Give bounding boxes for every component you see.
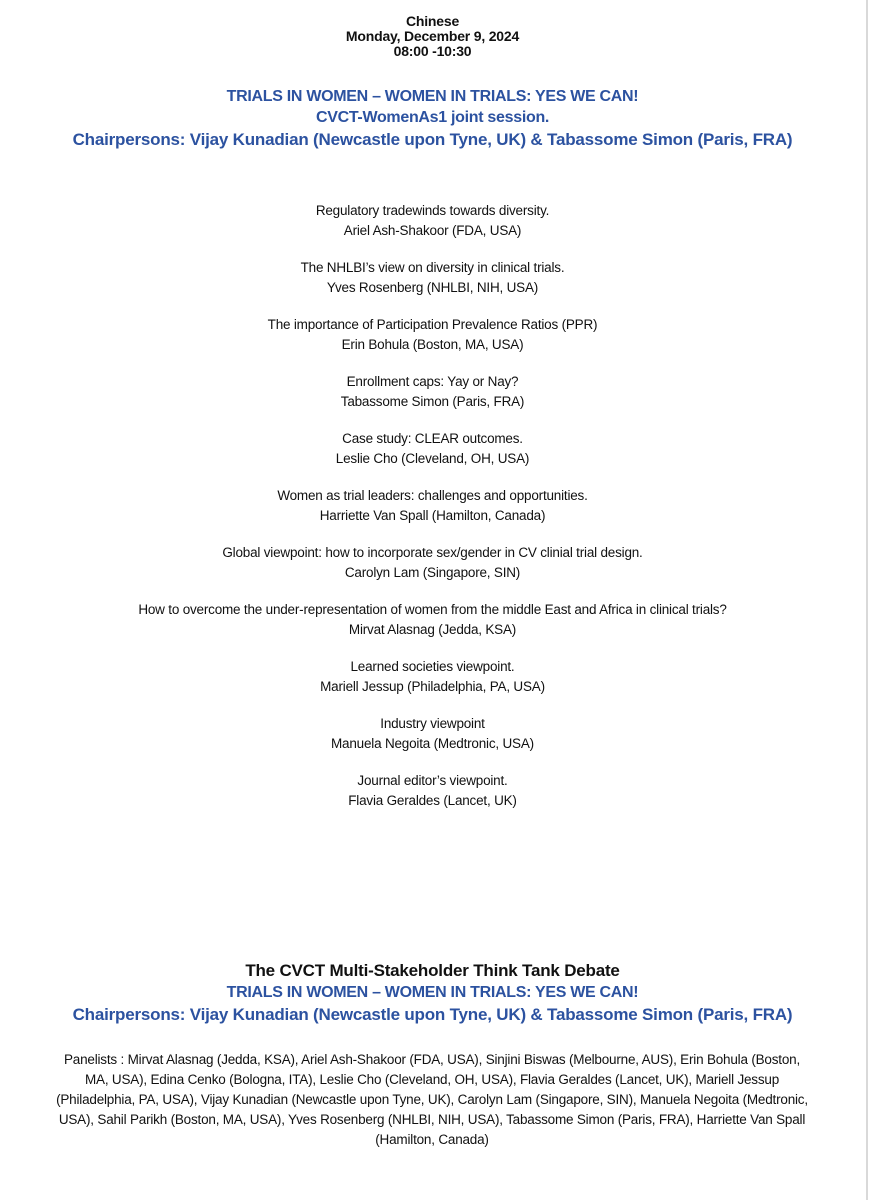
talk-title: Learned societies viewpoint. — [350, 659, 515, 674]
debate-section — [0, 960, 865, 1026]
talk-speaker: Yves Rosenberg (NHLBI, NIH, USA) — [326, 280, 539, 295]
talk-list — [0, 201, 865, 828]
talk-title: Enrollment caps: Yay or Nay? — [346, 374, 519, 389]
debate-chairpersons: Chairpersons: Vijay Kunadian (Newcastle upon Tyne, UK) & Tabassome Simon (Paris, FRA) — [72, 1005, 793, 1024]
talk-item — [0, 315, 865, 355]
session-header — [0, 14, 865, 59]
page-edge-divider — [866, 0, 868, 1200]
talk-speaker: Flavia Geraldes (Lancet, UK) — [348, 793, 517, 808]
talk-item — [0, 372, 865, 412]
talk-speaker: Harriette Van Spall (Hamilton, Canada) — [319, 508, 546, 523]
talk-title: Regulatory tradewinds towards diversity. — [315, 203, 550, 218]
talk-item — [0, 429, 865, 469]
talk-title: Global viewpoint: how to incorporate sex/gender in CV clinial trial design. — [222, 545, 643, 560]
talk-title: Industry viewpoint — [380, 716, 485, 731]
talk-speaker: Erin Bohula (Boston, MA, USA) — [341, 337, 524, 352]
session-title: TRIALS IN WOMEN – WOMEN IN TRIALS: YES WE CAN! — [226, 88, 639, 105]
talk-speaker: Leslie Cho (Cleveland, OH, USA) — [335, 451, 530, 466]
session-chairpersons: Chairpersons: Vijay Kunadian (Newcastle upon Tyne, UK) & Tabassome Simon (Paris, FRA) — [72, 130, 793, 149]
talk-speaker: Mariell Jessup (Philadelphia, PA, USA) — [320, 679, 545, 694]
talk-item — [0, 714, 865, 754]
talk-item — [0, 771, 865, 811]
talk-title: Case study: CLEAR outcomes. — [342, 431, 523, 446]
talk-speaker: Tabassome Simon (Paris, FRA) — [340, 394, 525, 409]
talk-title: The importance of Participation Prevalence Ratios (PPR) — [267, 317, 598, 332]
debate-title: The CVCT Multi-Stakeholder Think Tank Debate — [245, 961, 620, 980]
talk-item — [0, 258, 865, 298]
talk-item — [0, 486, 865, 526]
session-subtitle: CVCT-WomenAs1 joint session. — [315, 109, 550, 126]
talk-item — [0, 201, 865, 241]
debate-panelists: Panelists : Mirvat Alasnag (Jedda, KSA), Ariel Ash-Shakoor (FDA, USA), Sinjini Biswas (Melbourne, AUS), Erin Bohula (Boston, MA, USA), Edina Cenko (Bologna, ITA), Leslie Cho (Cleveland, OH, USA), Flavia Geraldes (Lancet, UK), Mariell Jessup (Philadelphia, PA, USA), Vijay Kunadian (Newcastle upon Tyne, UK), Carolyn Lam (Singapore, SIN), Manuela Negoita (Medtronic, USA), Sahil Parikh (Boston, MA, USA), Yves Rosenberg (NHLBI, NIH, USA), Tabassome Simon (Paris, FRA), Harriette Van Spall (Hamilton, Canada) — [56, 1052, 808, 1147]
talk-speaker: Mirvat Alasnag (Jedda, KSA) — [348, 622, 517, 637]
session-time: 08:00 -10:30 — [393, 43, 472, 59]
talk-speaker: Manuela Negoita (Medtronic, USA) — [331, 736, 534, 751]
talk-item — [0, 600, 865, 640]
talk-item — [0, 657, 865, 697]
talk-item — [0, 543, 865, 583]
session-title-block — [0, 86, 865, 152]
talk-title: Women as trial leaders: challenges and opportunities. — [277, 488, 588, 503]
talk-title: The NHLBI’s view on diversity in clinical trials. — [300, 260, 565, 275]
debate-subtitle: TRIALS IN WOMEN – WOMEN IN TRIALS: YES WE CAN! — [226, 984, 639, 1001]
talk-speaker: Ariel Ash-Shakoor (FDA, USA) — [343, 223, 522, 238]
talk-speaker: Carolyn Lam (Singapore, SIN) — [344, 565, 521, 580]
talk-title: How to overcome the under-representation of women from the middle East and Africa in clinical trials? — [138, 602, 727, 617]
session-date: Monday, December 9, 2024 — [345, 28, 520, 44]
language-label: Chinese — [405, 13, 460, 29]
talk-title: Journal editor’s viewpoint. — [357, 773, 508, 788]
